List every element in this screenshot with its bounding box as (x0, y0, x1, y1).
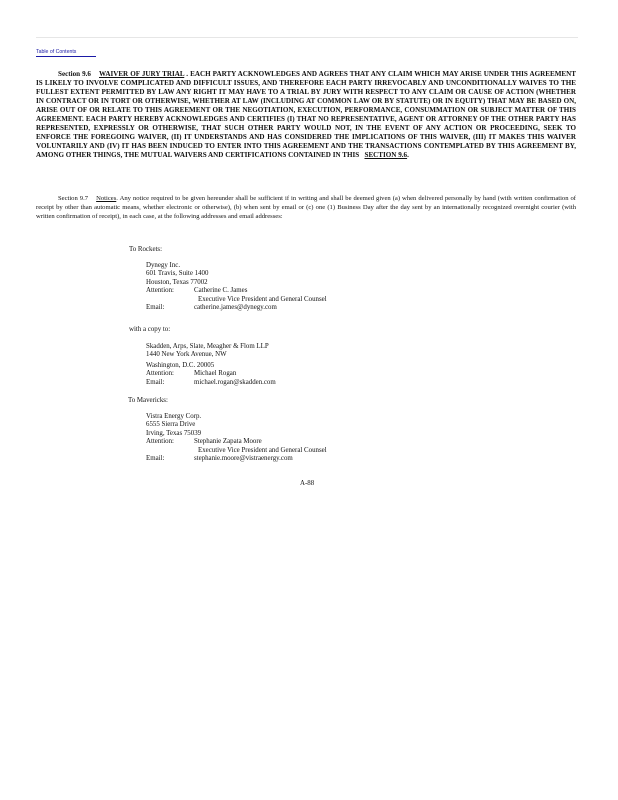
section-9-6-cross-reference: SECTION 9.6 (364, 151, 408, 159)
copy-city: Washington, D.C. 20005 (146, 361, 215, 369)
mavericks-label: To Mavericks: (128, 397, 168, 404)
rockets-title: Executive Vice President and General Counsel (198, 295, 327, 303)
copy-email-label: Email: (146, 378, 165, 386)
section-9-6-heading: Section 9.6 (58, 70, 91, 78)
rockets-street: 601 Travis, Suite 1400 (146, 270, 209, 278)
section-9-7-title: Notices (96, 195, 117, 202)
rockets-attention-label: Attention: (146, 287, 174, 295)
copy-email: michael.rogan@skadden.com (194, 378, 276, 386)
rockets-name: Dynegy Inc. (146, 262, 181, 269)
section-9-7-heading: Section 9.7 (58, 195, 89, 202)
mavericks-title: Executive Vice President and General Counsel (198, 446, 327, 454)
table-of-contents-link[interactable]: Table of Contents (36, 49, 96, 57)
mavericks-attention: Stephanie Zapata Moore (194, 438, 262, 446)
page-number: A-88 (300, 480, 315, 487)
rockets-label: To Rockets: (129, 246, 163, 253)
mavericks-email: stephanie.moore@vistraenergy.com (194, 455, 293, 463)
section-9-7-body: . Any notice required to be given hereunder shall be sufficient if in writing and shall be deemed given (a) when delivered personally by hand (with written confirmation of receipt by other than automatic means, whether electronic or otherwise), (b) when sent by email or (c) one (1) Business Day after the day sent by an internationally recognized overnight courier (with written confirmation of receipt), in each case, at the following addresses and email addresses: (36, 195, 577, 220)
rockets-attention: Catherine C. James (194, 287, 248, 295)
copy-street: 1440 New York Avenue, NW (146, 351, 227, 359)
rockets-address-block (146, 262, 327, 312)
mavericks-email-label: Email: (146, 455, 165, 463)
section-9-7-paragraph (36, 195, 576, 221)
mavericks-street: 6555 Sierra Drive (146, 421, 196, 429)
copy-attention: Michael Rogan (194, 370, 237, 378)
rockets-city: Houston, Texas 77002 (146, 278, 208, 286)
section-9-6-end: . (407, 151, 409, 159)
section-9-6-paragraph (36, 70, 576, 160)
copy-name: Skadden, Arps, Slate, Meagher & Flom LLP (146, 343, 269, 350)
copy-label: with a copy to: (129, 326, 171, 333)
mavericks-name: Vistra Energy Corp. (146, 413, 202, 420)
header-divider (36, 37, 578, 38)
section-9-6-body: . EACH PARTY ACKNOWLEDGES AND AGREES THAT ANY CLAIM WHICH MAY ARISE UNDER THIS AGREEMENT IS LIKELY TO INVOLVE COMPLICATED AND DIFFICULT ISSUES, AND THEREFORE EACH PARTY IRREVOCABLY AND UNCONDITIONALLY WAIVES TO THE FULLEST EXTENT PERMITTED BY LAW ANY RIGHT IT MAY HAVE TO A TRIAL BY JURY WITH RESPECT TO ANY CLAIM OR CAUSE OF ACTION (WHETHER IN CONTRACT OR IN TORT OR OTHERWISE, WHETHER AT LAW (INCLUDING AT COMMON LAW OR BY STATUTE) OR IN EQUITY) THAT MAY BE BASED ON, ARISE OUT OF OR RELATE TO THIS AGREEMENT OR THE NEGOTIATION, EXECUTION, PERFORMANCE, CONSUMMATION OR SUBJECT MATTER OF THIS AGREEMENT. EACH PARTY HEREBY ACKNOWLEDGES AND CERTIFIES (I) THAT NO REPRESENTATIVE, AGENT OR ATTORNEY OF THE OTHER PARTY HAS REPRESENTED, EXPRESSLY OR OTHERWISE, THAT SUCH OTHER PARTY WOULD NOT, IN THE EVENT OF ANY ACTION OR PROCEEDING, SEEK TO ENFORCE THE FOREGOING WAIVER, (II) IT UNDERSTANDS AND HAS CONSIDERED THE IMPLICATIONS OF THIS WAIVER, (III) IT MAKES THIS WAIVER VOLUNTARILY AND (IV) IT HAS BEEN INDUCED TO ENTER INTO THIS AGREEMENT AND THE TRANSACTIONS CONTEMPLATED BY THIS AGREEMENT BY, AMONG OTHER THINGS, THE MUTUAL WAIVERS AND CERTIFICATIONS CONTAINED IN THIS (36, 70, 576, 159)
copy-address-block (146, 343, 276, 387)
mavericks-address-block (146, 413, 327, 463)
section-9-6-title: WAIVER OF JURY TRIAL (99, 70, 185, 78)
rockets-email: catherine.james@dynegy.com (194, 304, 277, 312)
rockets-email-label: Email: (146, 304, 165, 312)
mavericks-city: Irving, Texas 75039 (146, 429, 202, 437)
mavericks-attention-label: Attention: (146, 438, 174, 446)
copy-attention-label: Attention: (146, 370, 174, 378)
